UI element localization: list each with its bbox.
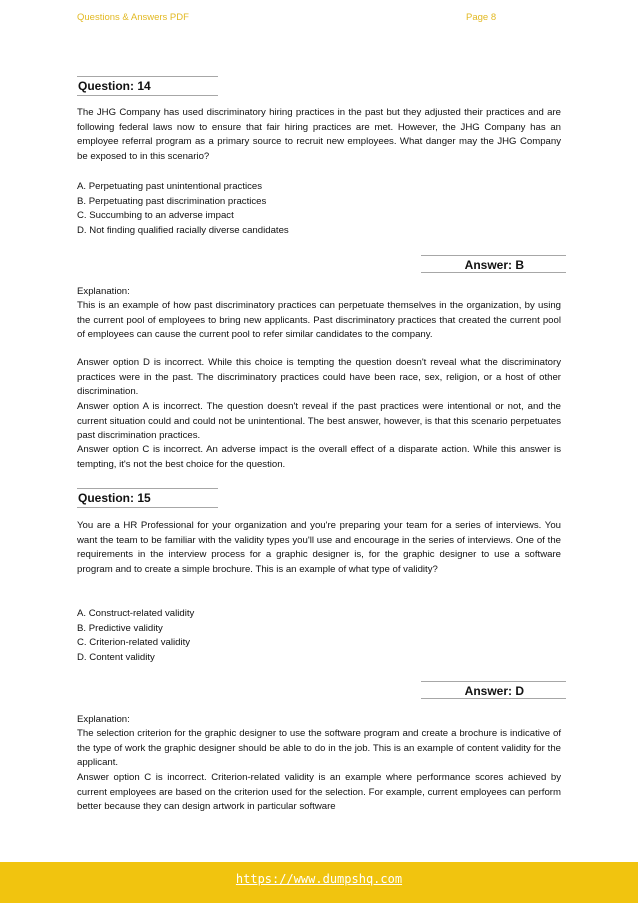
- question-15-text: You are a HR Professional for your organization and you're preparing your team for a series of interviews. You want the team to be familiar with the validity types you'll use and encourage in the series of interviews. One of the requirements in the interview process for a graphic designer is, for the graphic designer to use a software program and to create a simple brochure. This is an example of what type of validity?: [77, 520, 561, 575]
- footer-link[interactable]: https://www.dumpshq.com: [235, 872, 403, 886]
- option-d: D. Not finding qualified racially diverse candidates: [77, 224, 289, 236]
- answer-15: Answer: D: [421, 681, 566, 699]
- explanation-label: Explanation:: [77, 286, 130, 297]
- explanation-14-p2: Answer option D is incorrect. While this choice is tempting the question doesn't reveal what the discriminatory practices were in the past. The discriminatory practices could have been race, sex, religion, or a host of other discrimination.: [77, 357, 561, 397]
- question-15-title: Question: 15: [77, 488, 218, 508]
- explanation-label: Explanation:: [77, 714, 130, 725]
- explanation-15-p2: Answer option C is incorrect. Criterion-related validity is an example where performance scores achieved by current employees are based on the criterion used for the selection. For example, current employees can perform better because they can design artwork in particular software: [77, 772, 561, 812]
- question-14-text: The JHG Company has used discriminatory hiring practices in the past but they adjusted their practices and are following federal laws now to ensure that fair hiring practices are met. However, the JHG Company has an employee referral program as a primary source to recruit new employees. What danger may the JHG Company be exposed to in this scenario?: [77, 107, 561, 162]
- option-b: B. Perpetuating past discrimination practices: [77, 195, 267, 207]
- option-a: A. Construct-related validity: [77, 608, 195, 619]
- option-b: B. Predictive validity: [77, 622, 163, 634]
- option-d: D. Content validity: [77, 651, 155, 663]
- option-a: A. Perpetuating past unintentional practices: [77, 181, 263, 192]
- explanation-14-p3: Answer option A is incorrect. The question doesn't reveal if the past practices were intentional or not, and the current situation could and could not be unintentional. The best answer, however, is that this scenario perpetuates past discrimination practices.: [77, 401, 561, 441]
- answer-14: Answer: B: [421, 255, 566, 273]
- question-15-options: [77, 607, 194, 665]
- explanation-14-p4: Answer option C is incorrect. An adverse impact is the overall effect of a disparate action. While this answer is tempting, it's not the best choice for the question.: [77, 444, 561, 470]
- question-14-options: [77, 180, 289, 238]
- header-left: Questions & Answers PDF: [77, 12, 189, 23]
- explanation-15-p1: The selection criterion for the graphic designer to use the software program and create a brochure is indicative of the type of work the graphic designer should be able to do in the job. This is an example of content validity for the applicant.: [77, 728, 561, 768]
- question-14-title: Question: 14: [77, 76, 218, 96]
- header-page-number: Page 8: [466, 12, 497, 23]
- option-c: C. Succumbing to an adverse impact: [77, 210, 234, 221]
- option-c: C. Criterion-related validity: [77, 637, 191, 648]
- explanation-14-p1: This is an example of how past discriminatory practices can perpetuate themselves in the organization, by using the current pool of employees to bring new applicants. Past discriminatory practices that created the current pool of employees can cause the current pool to refer similar candidates to the company.: [77, 300, 561, 340]
